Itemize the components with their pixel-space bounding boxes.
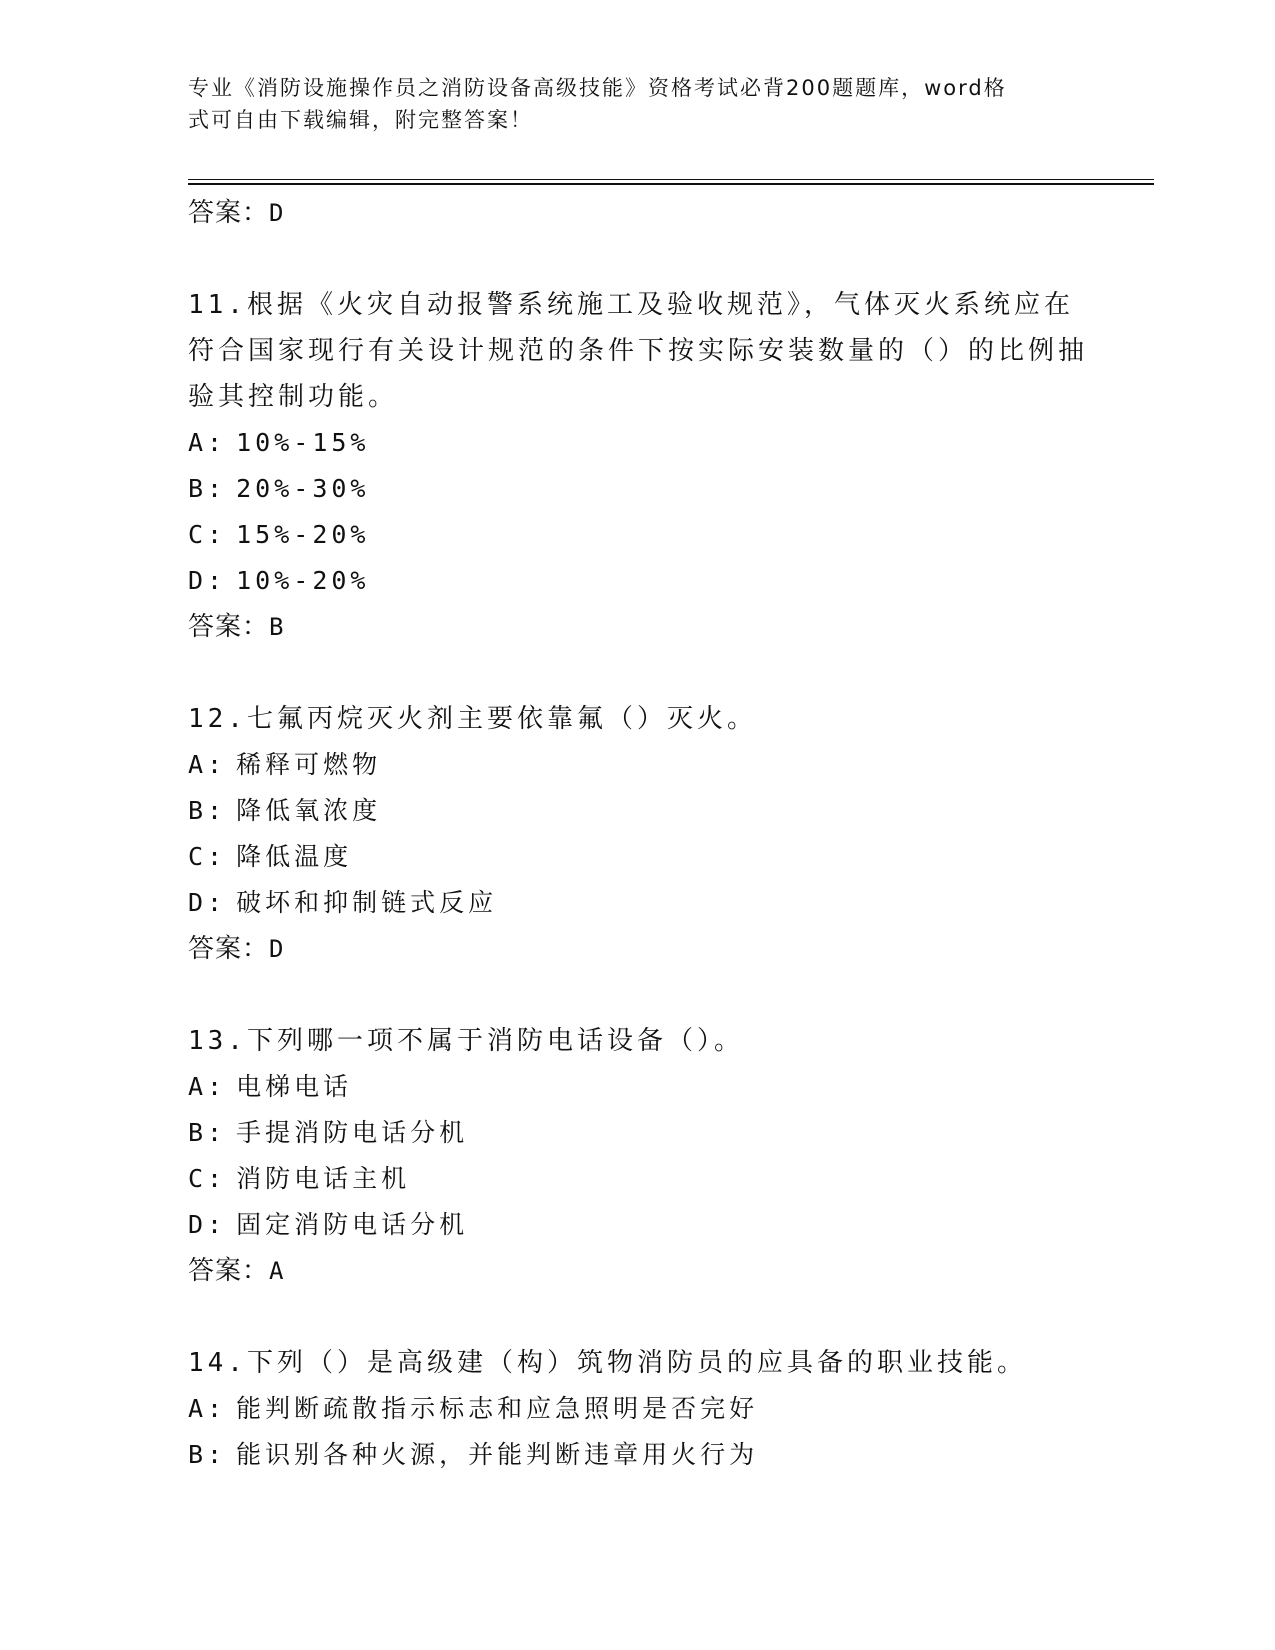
option-key: D: [188,1210,227,1239]
spacer [188,1294,1088,1340]
option-d [188,880,1088,926]
option-b [188,1110,1088,1156]
option-text: 稀释可燃物 [236,750,382,779]
header-divider-thick [188,183,1154,185]
option-key: C: [188,1164,227,1193]
question-block [188,696,1088,972]
option-text: 降低氧浓度 [236,796,382,825]
spacer [188,972,1088,1018]
question-block [188,1340,1088,1478]
option-c [188,834,1088,880]
option-text: 15%-20% [236,520,370,549]
header-line: 式可自由下载编辑，附完整答案！ [188,108,533,132]
answer-line [188,604,1088,650]
option-text: 能判断疏散指示标志和应急照明是否完好 [236,1394,759,1423]
spacer [188,650,1088,696]
answer-value: D [269,935,284,963]
question-text: 12.七氟丙烷灭火剂主要依靠氟（）灭火。 [188,704,757,734]
question-list [188,190,1088,1478]
option-a [188,420,1088,466]
answer-value: D [269,199,284,227]
answer-line [188,1248,1088,1294]
option-text: 10%-20% [236,566,370,595]
option-text: 固定消防电话分机 [236,1210,469,1239]
option-text: 10%-15% [236,428,370,457]
option-key: B: [188,474,227,503]
answer-line [188,926,1088,972]
option-a [188,1064,1088,1110]
option-text: 手提消防电话分机 [236,1118,469,1147]
option-c [188,512,1088,558]
option-text: 20%-30% [236,474,370,503]
option-key: A: [188,428,227,457]
answer-label: 答案： [188,612,270,642]
option-b [188,1432,1088,1478]
option-b [188,466,1088,512]
option-key: C: [188,842,227,871]
answer-line [188,190,1088,236]
option-key: D: [188,566,227,595]
question-text: 13.下列哪一项不属于消防电话设备（）。 [188,1026,744,1056]
answer-value: A [269,1257,284,1285]
option-key: B: [188,1118,227,1147]
option-key: A: [188,1394,227,1423]
option-d [188,558,1088,604]
option-key: A: [188,1072,227,1101]
option-d [188,1202,1088,1248]
option-key: D: [188,888,227,917]
option-text: 消防电话主机 [236,1164,411,1193]
question-text: 14.下列（）是高级建（构）筑物消防员的应具备的职业技能。 [188,1348,1027,1378]
option-a [188,1386,1088,1432]
option-key: A: [188,750,227,779]
option-a [188,742,1088,788]
option-key: C: [188,520,227,549]
option-b [188,788,1088,834]
question-block [188,282,1088,650]
answer-label: 答案： [188,934,270,964]
answer-label: 答案： [188,1256,270,1286]
answer-label: 答案： [188,198,270,228]
option-key: B: [188,796,227,825]
option-text: 破坏和抑制链式反应 [236,888,498,917]
option-text: 电梯电话 [236,1072,353,1101]
question-block [188,1018,1088,1294]
document-header [188,72,1068,136]
header-divider-thin [188,179,1154,180]
option-c [188,1156,1088,1202]
header-line: 专业《消防设施操作员之消防设备高级技能》资格考试必背200题题库，word格 [188,76,1007,100]
spacer [188,236,1088,282]
question-text: 11.根据《火灾自动报警系统施工及验收规范》，气体灭火系统应在符合国家现行有关设计规范的条件下按实际安装数量的（）的比例抽验其控制功能。 [188,290,1089,412]
option-key: B: [188,1440,227,1469]
answer-value: B [269,613,284,641]
option-text: 降低温度 [236,842,353,871]
option-text: 能识别各种火源，并能判断违章用火行为 [236,1440,759,1469]
